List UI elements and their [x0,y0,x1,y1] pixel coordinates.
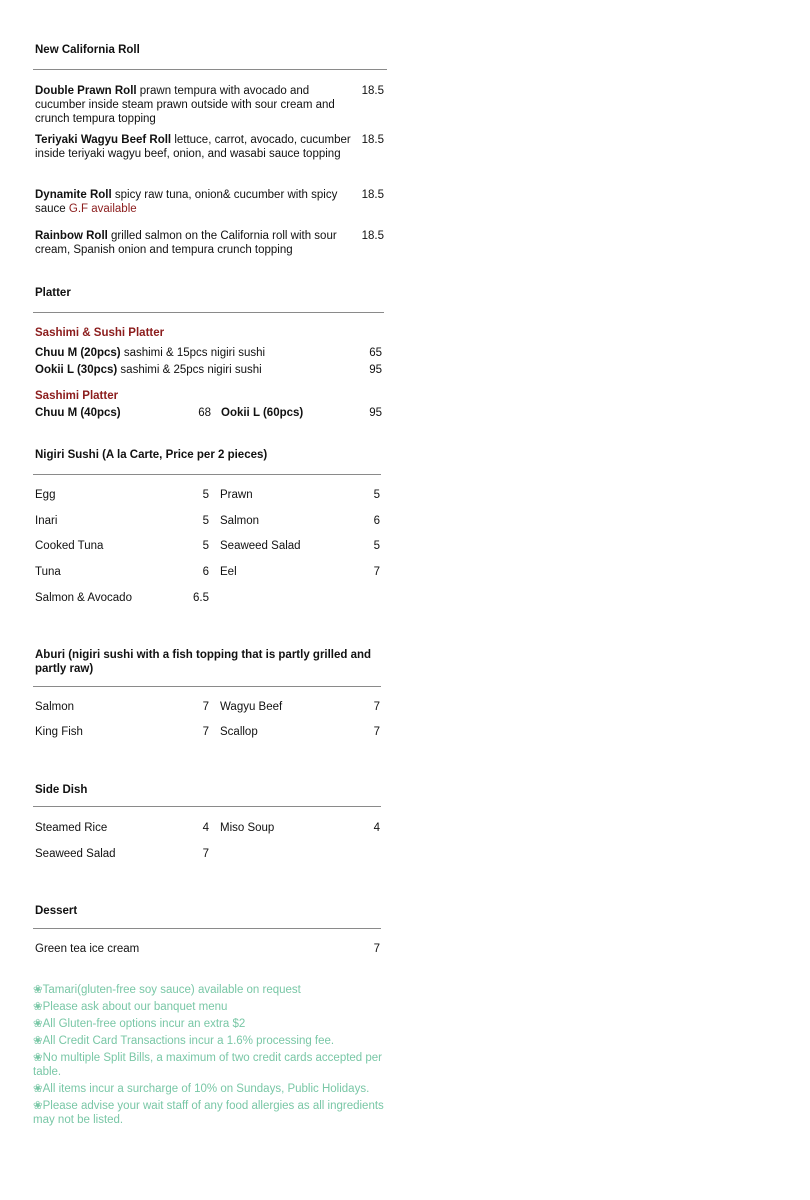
menu-row-sashimi-platter [35,406,380,420]
item-name: Salmon [220,515,259,527]
item-name: Seaweed Salad [35,848,116,860]
item-name: King Fish [35,726,83,738]
item-price: 7 [373,943,380,955]
item-name: Wagyu Beef [220,701,283,713]
section-title-california-roll: New California Roll [35,44,140,56]
menu-row [35,565,380,579]
title-line: Aburi (nigiri sushi with a fish topping that is partly grilled and [35,649,372,661]
item-name: Inari [35,515,58,527]
item-price: 7 [202,848,209,860]
item-price: 65 [369,347,382,359]
item-price: 7 [202,701,209,713]
divider [33,806,381,807]
item-name: Seaweed Salad [220,540,301,552]
menu-row [35,700,380,714]
note-surcharge: ❀All items incur a surcharge of 10% on Sundays, Public Holidays. [33,1083,370,1095]
item-name: Eel [220,566,237,578]
item-price: 4 [373,822,380,834]
item-price: 5 [202,540,209,552]
item-name: Egg [35,489,56,501]
item-price: 95 [369,364,382,376]
item-name: Rainbow Roll [35,230,108,242]
note-split-bills: ❀No multiple Split Bills, a maximum of two credit cards accepted per table. [33,1052,383,1078]
subhead-sashimi-sushi-platter: Sashimi & Sushi Platter [35,327,165,339]
item-price: 5 [202,489,209,501]
item-price: 68 [198,407,211,419]
item-name: Cooked Tuna [35,540,104,552]
item-name: Miso Soup [220,822,275,834]
item-name: Chuu M (20pcs) [35,347,121,359]
item-name: Ookii L (30pcs) [35,364,118,376]
item-desc: lettuce, carrot, avocado, cucumber inside teriyaki wagyu beef, onion, and wasabi sauce topping [35,134,351,160]
item-desc: grilled salmon on the California roll with sour cream, Spanish onion and tempura crunch topping [35,230,337,256]
note-tamari: ❀Tamari(gluten-free soy sauce) available on request [33,984,301,996]
item-price: 6.5 [193,592,209,604]
item-name: Salmon [35,701,74,713]
menu-item-teriyaki-wagyu-beef-roll [35,133,355,161]
item-name: Scallop [220,726,258,738]
item-price: 95 [369,407,382,419]
section-title-nigiri: Nigiri Sushi (A la Carte, Price per 2 pieces) [35,449,268,461]
menu-row [35,847,380,861]
section-title-side-dish: Side Dish [35,784,88,796]
item-name: Teriyaki Wagyu Beef Roll [35,134,172,146]
item-name: Steamed Rice [35,822,108,834]
section-title-aburi [35,648,385,676]
menu-row [35,591,380,605]
divider [33,69,387,70]
item-desc: prawn tempura with avocado and cucumber inside steam prawn outside with sour cream and crunch tempura topping [35,85,335,125]
menu-row [35,539,380,553]
section-title-platter: Platter [35,287,71,299]
menu-item-rainbow-roll [35,229,355,257]
note-allergies: ❀Please advise your wait staff of any food allergies as all ingredients may not be listed. [33,1100,384,1126]
item-price: 18.5 [361,134,384,146]
menu-row [35,821,380,835]
divider [33,474,381,475]
title-line: partly raw) [35,663,94,675]
menu-item-dynamite-roll [35,188,355,216]
item-price: 4 [202,822,209,834]
item-price: 7 [202,726,209,738]
item-price: 6 [373,515,380,527]
note-gluten-free: ❀All Gluten-free options incur an extra $2 [33,1018,246,1030]
note-banquet: ❀Please ask about our banquet menu [33,1001,228,1013]
note-credit-card-fee: ❀All Credit Card Transactions incur a 1.6% processing fee. [33,1035,335,1047]
section-title-dessert: Dessert [35,905,78,917]
subhead-sashimi-platter: Sashimi Platter [35,390,119,402]
menu-item-chuu-m-platter [35,346,355,360]
item-price: 18.5 [361,85,384,97]
item-desc: sashimi & 25pcs nigiri sushi [117,364,262,376]
menu-row [35,725,380,739]
item-desc: sashimi & 15pcs nigiri sushi [120,347,266,359]
divider [33,928,381,929]
item-name: Tuna [35,566,61,578]
item-price: 7 [373,701,380,713]
item-name: Prawn [220,489,253,501]
item-price: 7 [373,566,380,578]
item-price: 5 [373,540,380,552]
item-name: Double Prawn Roll [35,85,137,97]
item-price: 18.5 [361,230,384,242]
gluten-free-tag: G.F available [68,203,137,215]
item-name: Ookii L (60pcs) [221,407,304,419]
item-name: Green tea ice cream [35,943,140,955]
divider [33,312,384,313]
menu-row-dessert [35,942,380,956]
item-desc: spicy raw tuna, onion& cucumber with spicy sauce [35,189,338,215]
item-price: 7 [373,726,380,738]
item-price: 5 [202,515,209,527]
menu-row [35,488,380,502]
item-name: Salmon & Avocado [35,592,132,604]
divider [33,686,381,687]
item-name: Dynamite Roll [35,189,112,201]
item-price: 6 [202,566,209,578]
item-price: 5 [373,489,380,501]
menu-row [35,514,380,528]
item-name: Chuu M (40pcs) [35,407,121,419]
menu-item-double-prawn-roll [35,84,355,126]
menu-item-ookii-l-platter [35,363,355,377]
item-price: 18.5 [361,189,384,201]
